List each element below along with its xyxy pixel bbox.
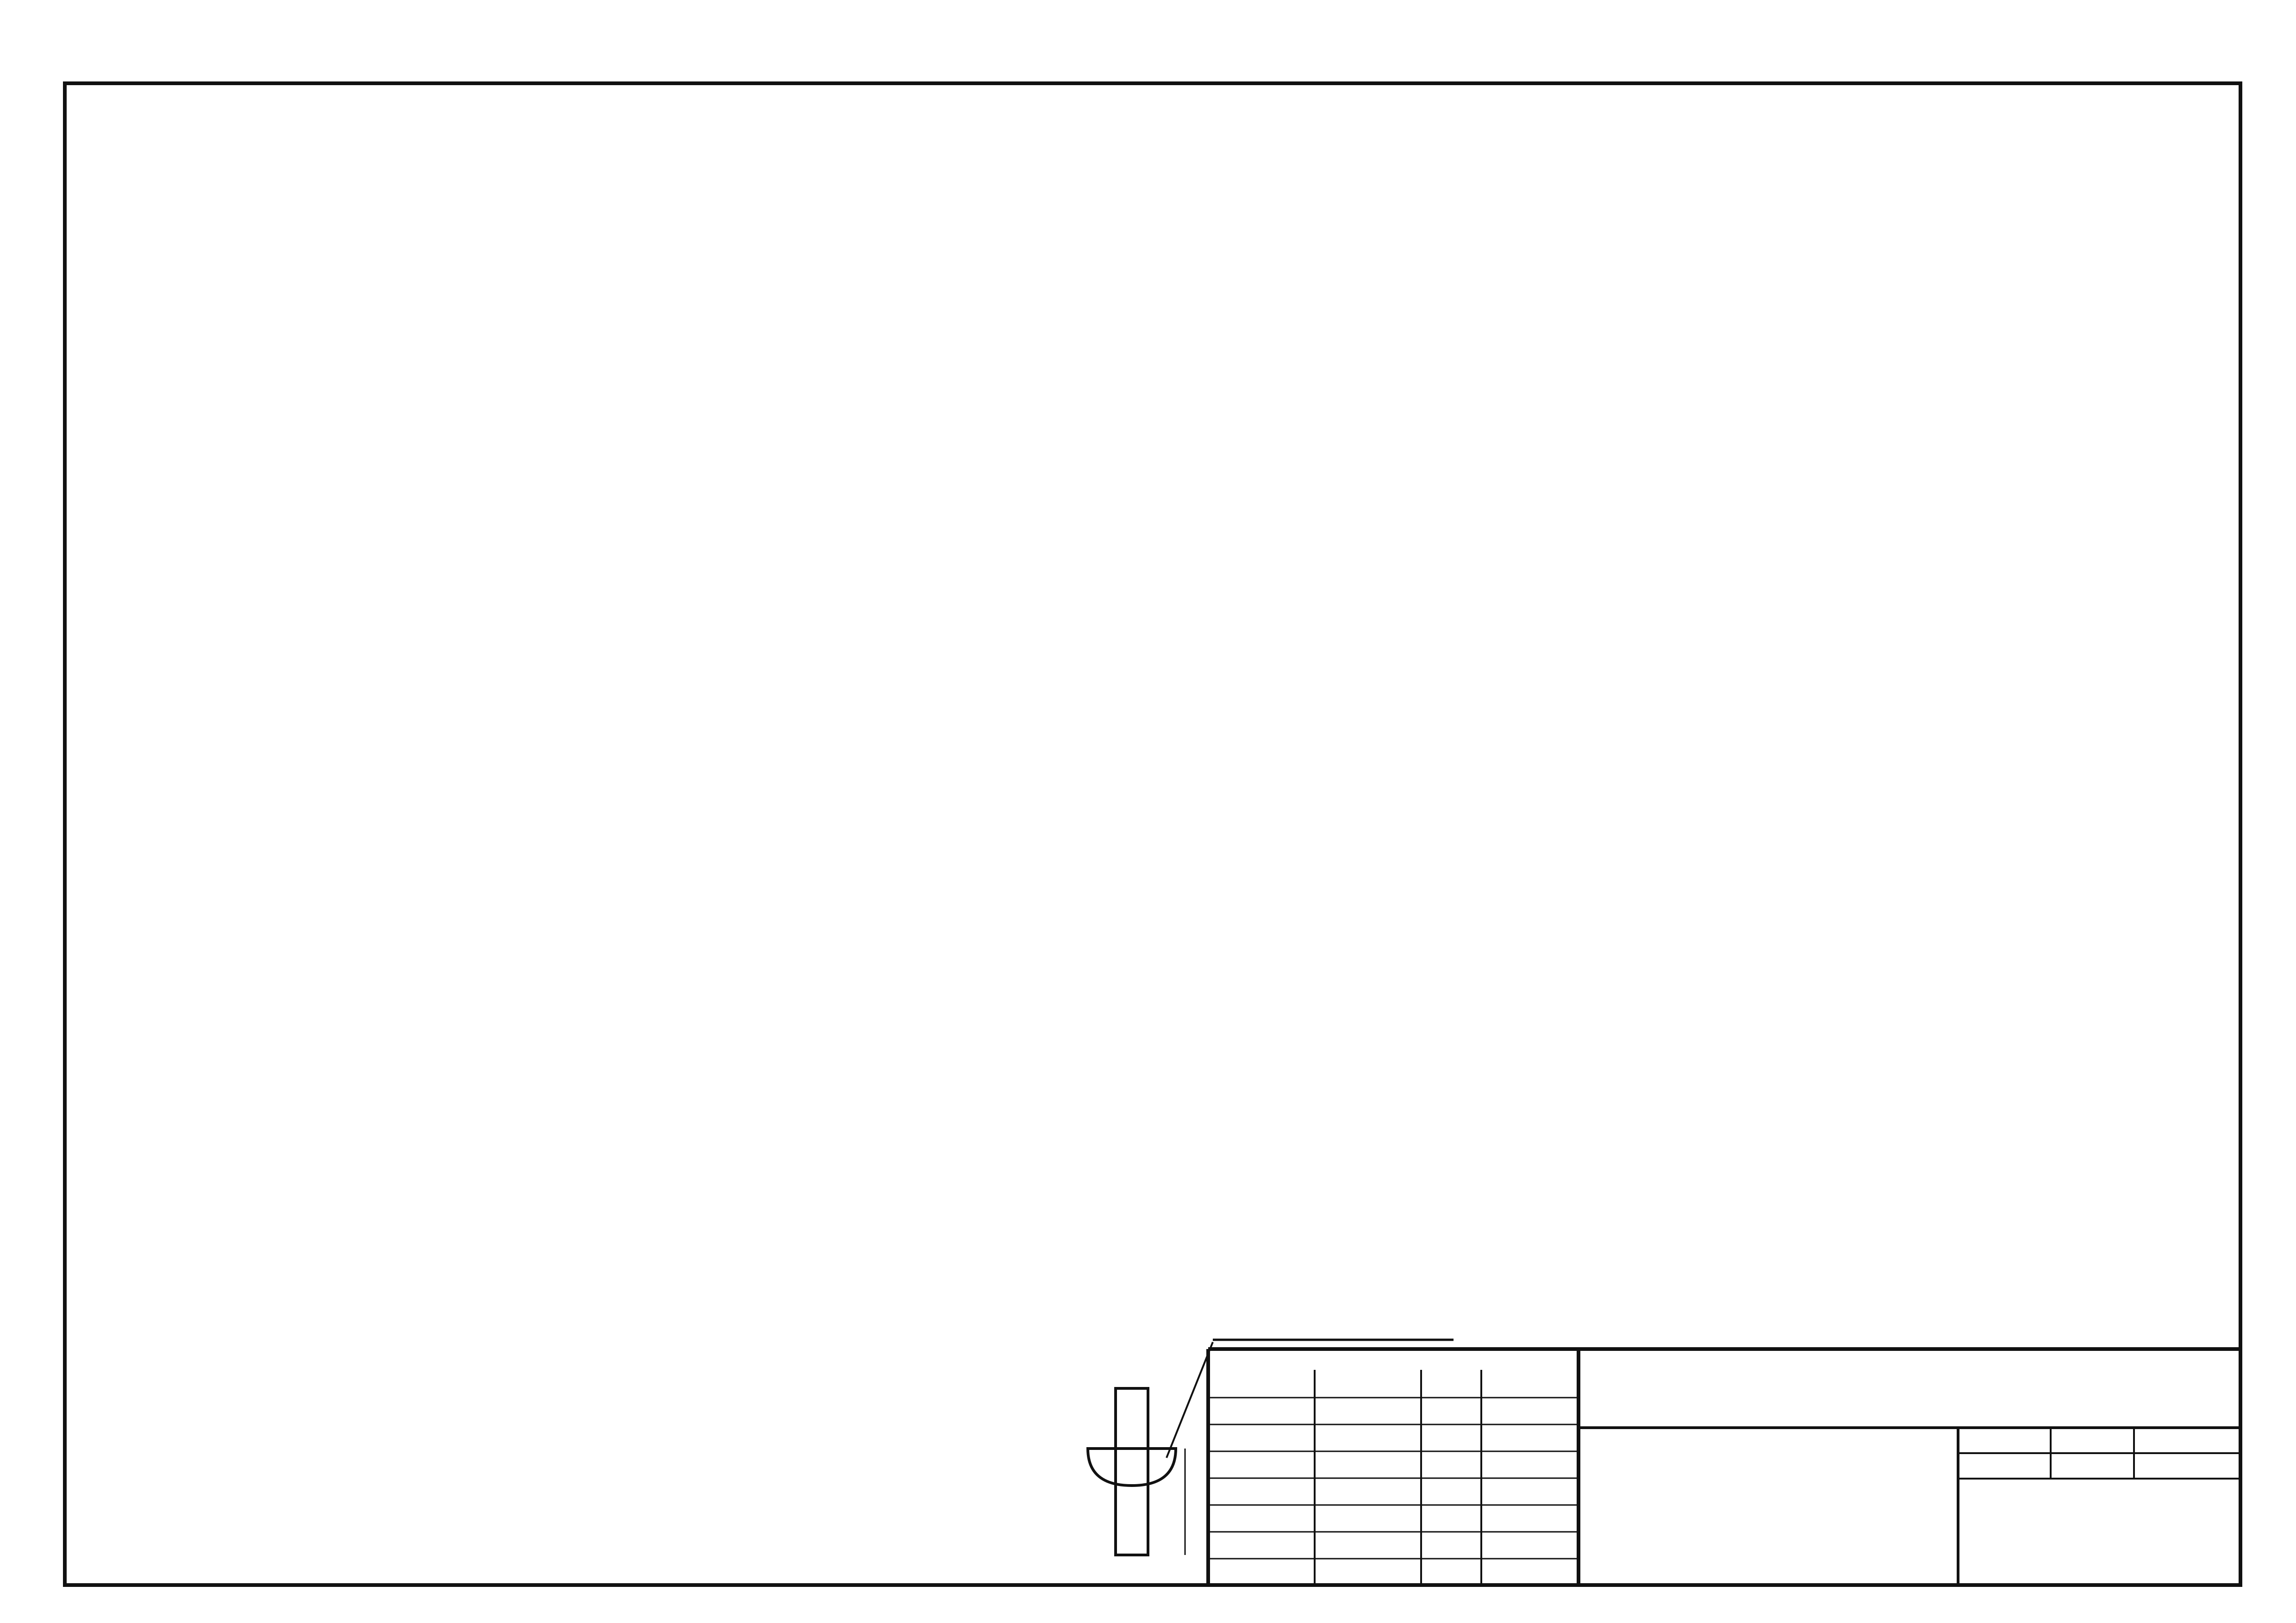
title-block-lines bbox=[1208, 1349, 2240, 1585]
drawing-frame bbox=[65, 83, 2240, 1585]
bar-end bbox=[1116, 1388, 1148, 1555]
upset-head-detail bbox=[1088, 1340, 1454, 1555]
upset-head-shape bbox=[1088, 1449, 1176, 1486]
